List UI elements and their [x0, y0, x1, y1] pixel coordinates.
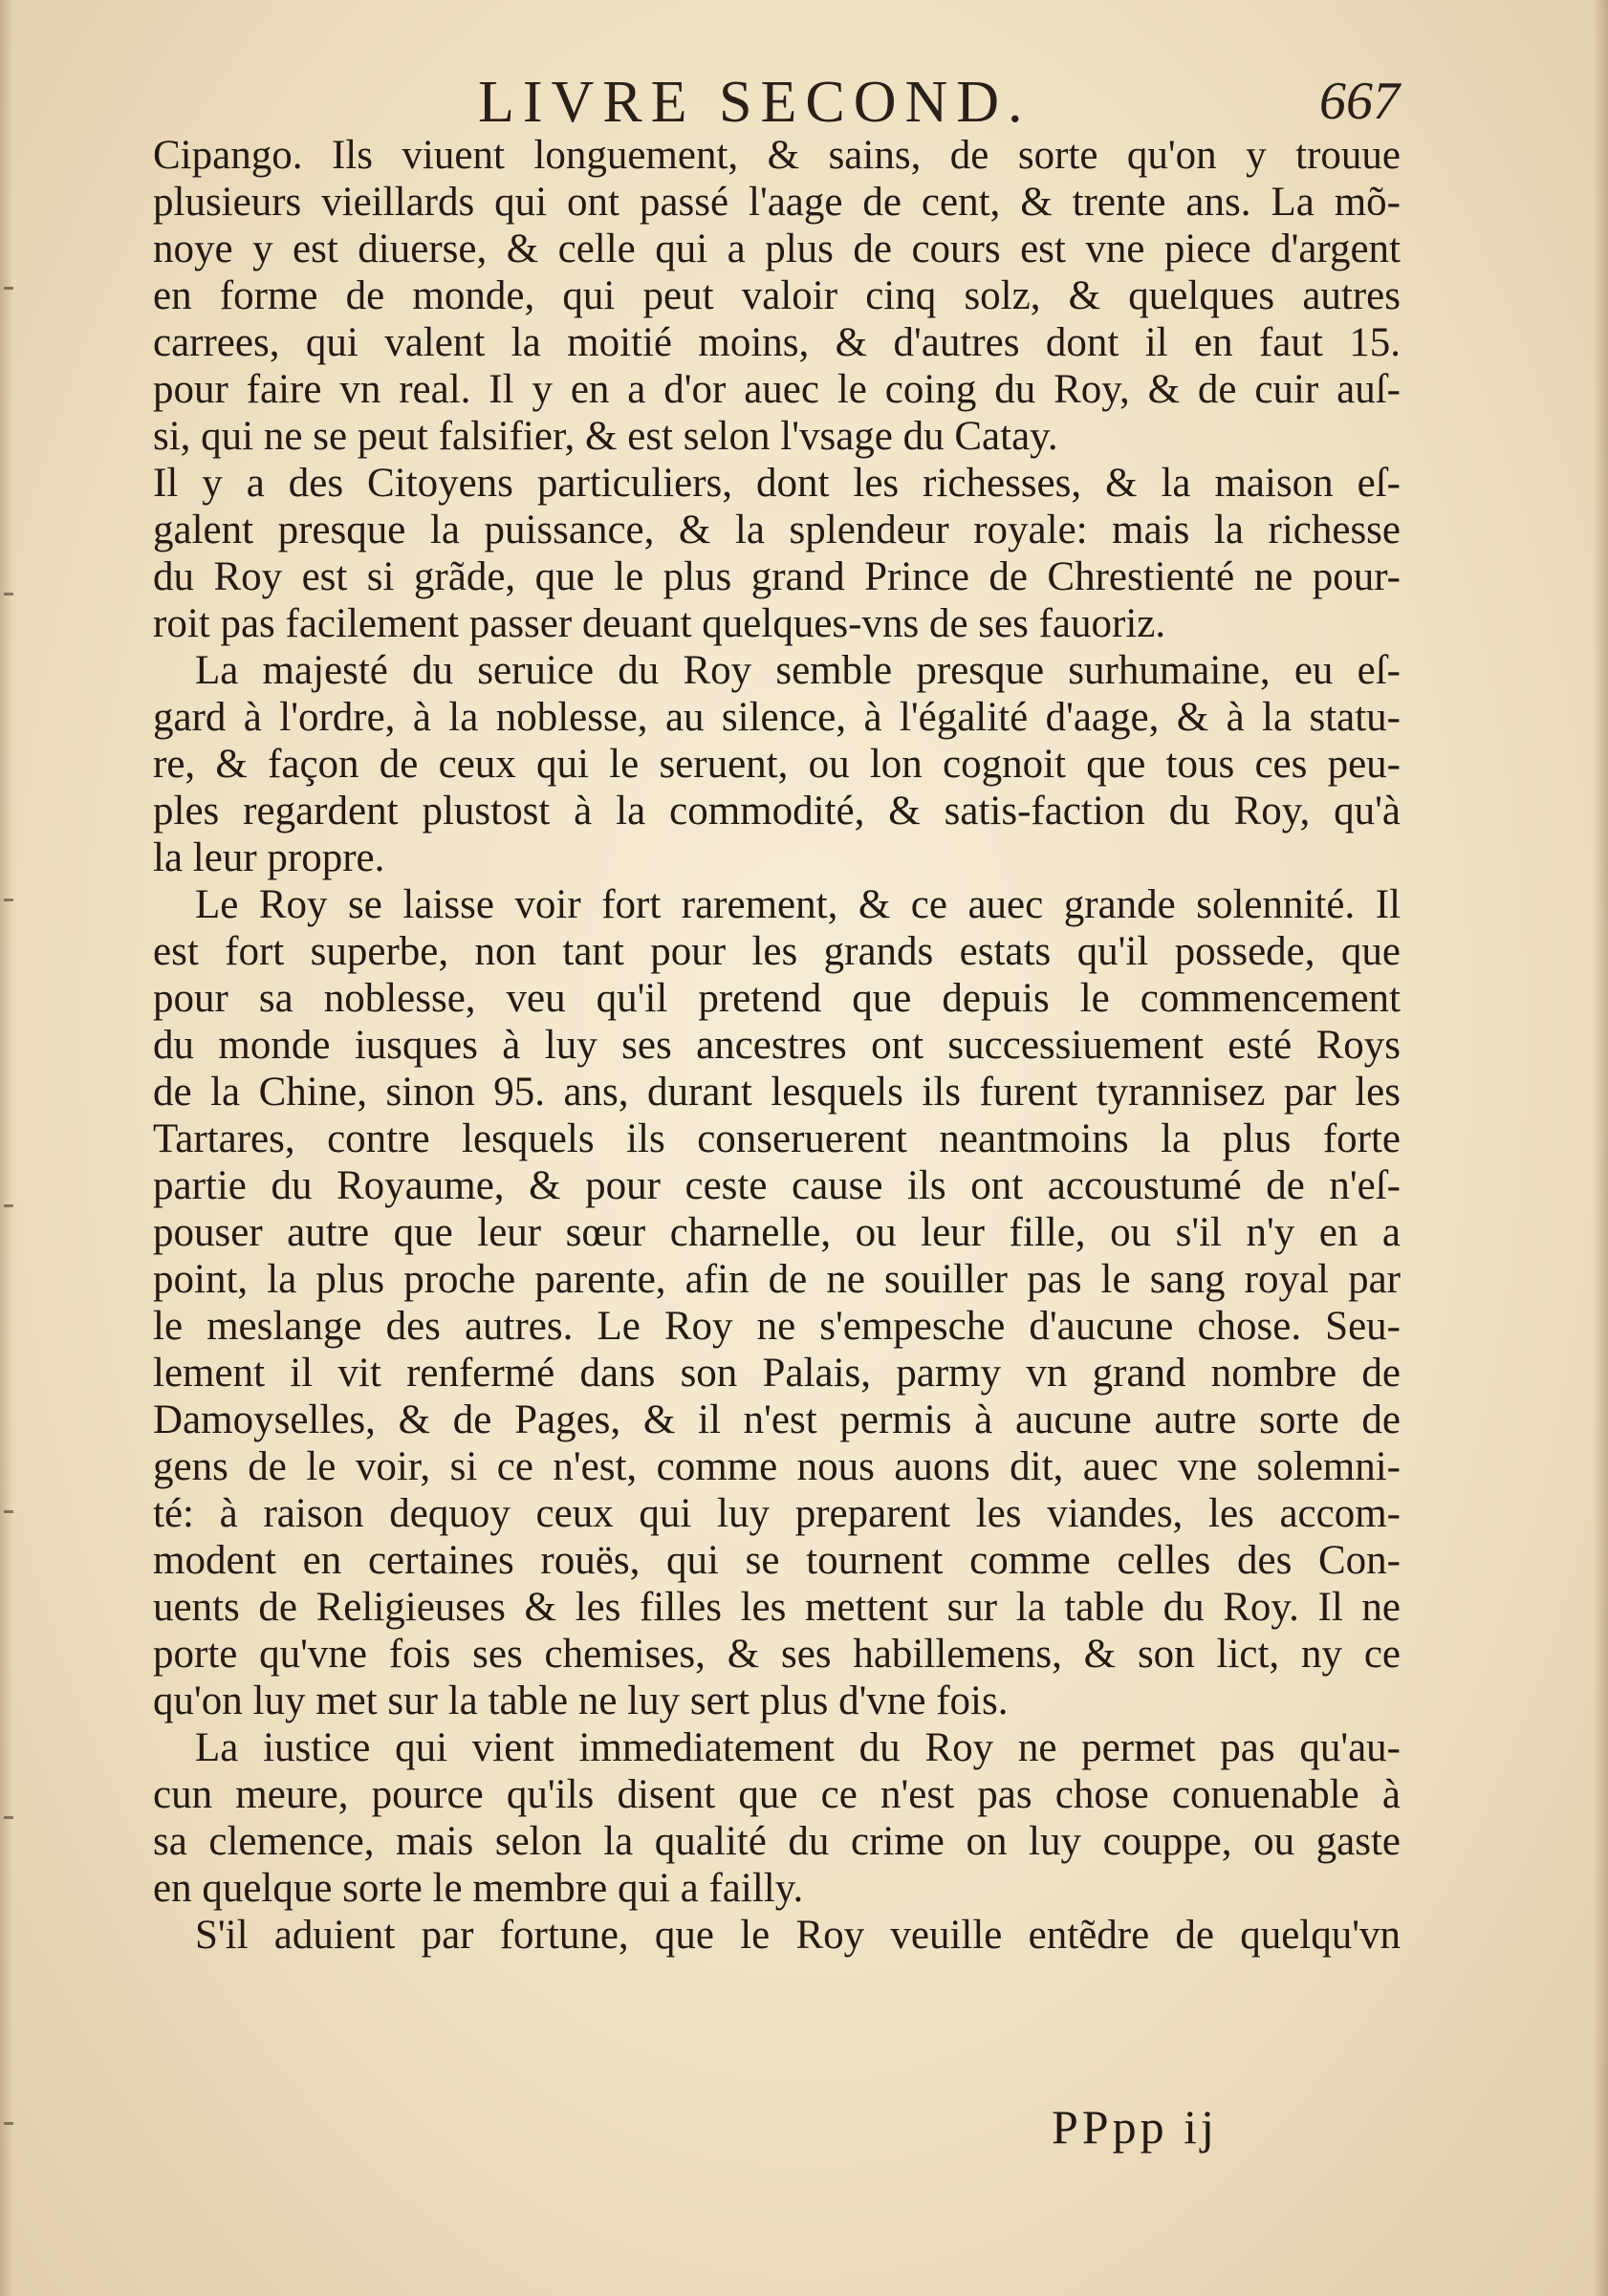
text-line: modent en certaines rouës, qui se tournent comme celles des Con-	[153, 1538, 1401, 1583]
text-line: porte qu'vne fois ses chemises, & ses habillemens, & son lict, ny ce	[153, 1632, 1401, 1677]
binding-stitch	[4, 1510, 13, 1513]
signature-mark: PPpp ij	[1052, 2100, 1218, 2154]
text-line: S'il aduient par fortune, que le Roy veuille entẽdre de quelqu'vn	[195, 1913, 1401, 1958]
binding-stitch	[4, 2122, 13, 2125]
body-text	[153, 132, 1401, 1959]
text-line: plusieurs vieillards qui ont passé l'aage de cent, & trente ans. La mõ-	[153, 180, 1401, 225]
binding-stitch	[4, 593, 13, 596]
text-line: lement il vit renfermé dans son Palais, parmy vn grand nombre de	[153, 1351, 1401, 1396]
running-title: LIVRE SECOND.	[478, 70, 1032, 135]
text-line: Damoyselles, & de Pages, & il n'est permis à aucune autre sorte de	[153, 1397, 1401, 1442]
text-line: Il y a des Citoyens particuliers, dont les richesses, & la maison eſ-	[153, 461, 1401, 506]
text-line: Tartares, contre lesquels ils conseruerent neantmoins la plus forte	[153, 1116, 1401, 1161]
text-line: re, & façon de ceux qui le seruent, ou lon cognoit que tous ces peu-	[153, 742, 1401, 787]
text-line: du monde iusques à luy ses ancestres ont successiuement esté Roys	[153, 1023, 1401, 1068]
binding-stitch	[4, 287, 13, 290]
text-line: si, qui ne se peut falsifier, & est selon l'vsage du Catay.	[153, 414, 1058, 459]
text-line: La iustice qui vient immediatement du Roy ne permet pas qu'au-	[195, 1725, 1401, 1770]
text-line: roit pas facilement passer deuant quelques-vns de ses fauoriz.	[153, 601, 1166, 646]
text-line: le meslange des autres. Le Roy ne s'empesche d'aucune chose. Seu-	[153, 1304, 1401, 1349]
text-line: la leur propre.	[153, 835, 385, 880]
text-line: carrees, qui valent la moitié moins, & d'autres dont il en faut 15.	[153, 320, 1401, 365]
text-line: est fort superbe, non tant pour les grands estats qu'il possede, que	[153, 929, 1401, 974]
text-line: qu'on luy met sur la table ne luy sert plus d'vne fois.	[153, 1679, 1009, 1723]
text-line: gens de le voir, si ce n'est, comme nous auons dit, auec vne solemni-	[153, 1444, 1401, 1489]
text-line: La majesté du seruice du Roy semble presque surhumaine, eu eſ-	[195, 648, 1401, 693]
page-edge-shadow	[1593, 0, 1608, 2296]
text-line: galent presque la puissance, & la splendeur royale: mais la richesse	[153, 508, 1401, 552]
text-line: sa clemence, mais selon la qualité du crime on luy couppe, ou gaste	[153, 1819, 1401, 1864]
text-line: Cipango. Ils viuent longuement, & sains, de sorte qu'on y trouue	[153, 133, 1401, 178]
binding-stitch	[4, 1816, 13, 1819]
binding-stitch	[4, 1204, 13, 1207]
binding-shadow	[0, 0, 13, 2296]
page-header	[0, 59, 1608, 136]
binding-stitch	[4, 899, 13, 901]
text-line: pour faire vn real. Il y en a d'or auec le coing du Roy, & de cuir auſ-	[153, 367, 1401, 412]
text-line: noye y est diuerse, & celle qui a plus de cours est vne piece d'argent	[153, 227, 1401, 271]
text-line: uents de Religieuses & les filles les mettent sur la table du Roy. Il ne	[153, 1585, 1401, 1630]
text-line: pouser autre que leur sœur charnelle, ou leur fille, ou s'il n'y en a	[153, 1210, 1401, 1255]
text-line: Le Roy se laisse voir fort rarement, & ce auec grande solennité. Il	[195, 882, 1401, 927]
text-line: gard à l'ordre, à la noblesse, au silence, à l'égalité d'aage, & à la statu-	[153, 695, 1401, 740]
text-line: pour sa noblesse, veu qu'il pretend que depuis le commencement	[153, 976, 1401, 1021]
text-line: en forme de monde, qui peut valoir cinq solz, & quelques autres	[153, 273, 1401, 318]
text-line: ples regardent plustost à la commodité, & satis-faction du Roy, qu'à	[153, 789, 1401, 834]
text-line: en quelque sorte le membre qui a failly.	[153, 1866, 804, 1911]
text-line: partie du Royaume, & pour ceste cause ils ont accoustumé de n'eſ-	[153, 1163, 1401, 1208]
page-number: 667	[1319, 72, 1400, 131]
text-line: de la Chine, sinon 95. ans, durant lesquels ils furent tyrannisez par les	[153, 1070, 1401, 1115]
text-line: cun meure, pource qu'ils disent que ce n'est pas chose conuenable à	[153, 1772, 1401, 1817]
text-line: du Roy est si grãde, que le plus grand Prince de Chrestienté ne pour-	[153, 554, 1401, 599]
text-line: té: à raison dequoy ceux qui luy preparent les viandes, les accom-	[153, 1491, 1401, 1536]
text-line: point, la plus proche parente, afin de ne souiller pas le sang royal par	[153, 1257, 1401, 1302]
